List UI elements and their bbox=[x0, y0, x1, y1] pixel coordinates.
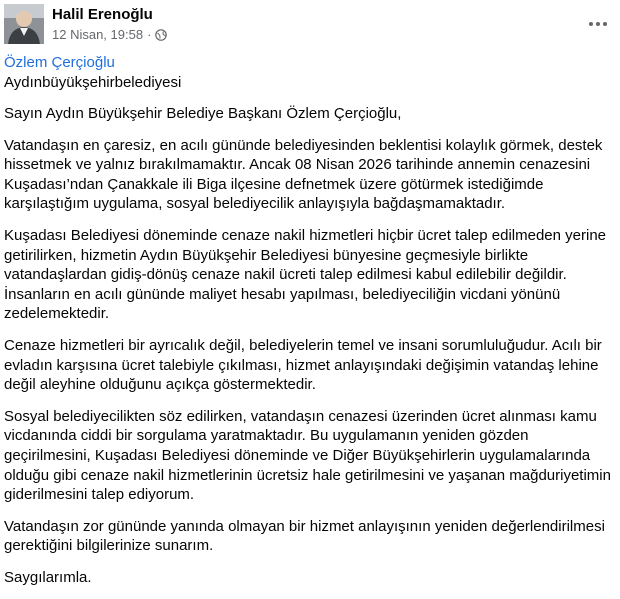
post-paragraph: Kuşadası Belediyesi döneminde cenaze nakil hizmetleri hiçbir ücret talep edilmeden yerine getirilirken, hizmetin Aydın Büyükşehir Belediyesi bünyesine geçmesiyle birlikte vatandaşlardan gidiş-dönüş cenaze nakil ücreti talep edilmesi kabul edilebilir değildir. İnsanların en acılı gününde maliyet hesabı yapılması, belediyeciliğin vicdani yönünü zedelemektedir. bbox=[4, 226, 606, 323]
author-name[interactable]: Halil Erenoğlu bbox=[52, 6, 153, 23]
mention-link[interactable]: Özlem Çerçioğlu bbox=[4, 54, 115, 71]
post-body bbox=[4, 54, 616, 599]
post-timestamp[interactable]: 12 Nisan, 19:58 bbox=[52, 27, 144, 42]
post-meta bbox=[52, 27, 167, 42]
post-paragraph: Cenaze hizmetleri bir ayrıcalık değil, belediyelerin temel ve insani sorumluluğudur. Acılı bir evladın karşısına ücret talebiyle çıkılması, hizmet anlayışındaki değişimin vatandaş lehine değil aleyhine olduğunu açıkça göstermektedir. bbox=[4, 336, 602, 394]
author-avatar[interactable] bbox=[4, 4, 44, 44]
post-header bbox=[4, 2, 616, 44]
post-paragraph: Sayın Aydın Büyükşehir Belediye Başkanı Özlem Çerçioğlu, bbox=[4, 105, 402, 122]
post-paragraph: Saygılarımla. bbox=[4, 568, 92, 586]
post-paragraph: Vatandaşın zor gününde yanında olmayan bir hizmet anlayışının yeniden değerlendirilmesi gerektiğini bilgilerinize sunarım. bbox=[4, 517, 605, 555]
meta-separator: · bbox=[147, 27, 152, 42]
globe-icon[interactable] bbox=[155, 29, 167, 41]
mention-subline: Aydınbüyükşehirbelediyesi bbox=[4, 74, 182, 91]
post-paragraph: Sosyal belediyecilikten söz edilirken, vatandaşın cenazesi üzerinden ücret alınması kamu vicdanında ciddi bir sorgulama yaratmaktadır. Bu uygulamanın yeniden gözden geçirilmesini, Kuşadası Belediyesi döneminde ve Diğer Büyükşehirlerin uygulamalarında olduğu gibi cenaze nakil hizmetlerinin ücretsiz hale getirilmesini ve yaşanan mağduriyetimin giderilmesini talep ediyorum. bbox=[4, 407, 611, 504]
more-options-icon[interactable] bbox=[586, 12, 610, 36]
post-paragraph: Vatandaşın en çaresiz, en acılı gününde belediyesinden beklentisi kolaylık görmek, destek hissetmek ve yalnız bırakılmamaktır. Ancak 08 Nisan 2026 tarihinde annemin cenazesini Kuşadası’ndan Çanakkale ili Biga ilçesine defnetmek üzere götürmek istediğimde karşılaştığım uygulama, sosyal belediyecilik anlayışıyla bağdaşmamaktadır. bbox=[4, 136, 603, 213]
